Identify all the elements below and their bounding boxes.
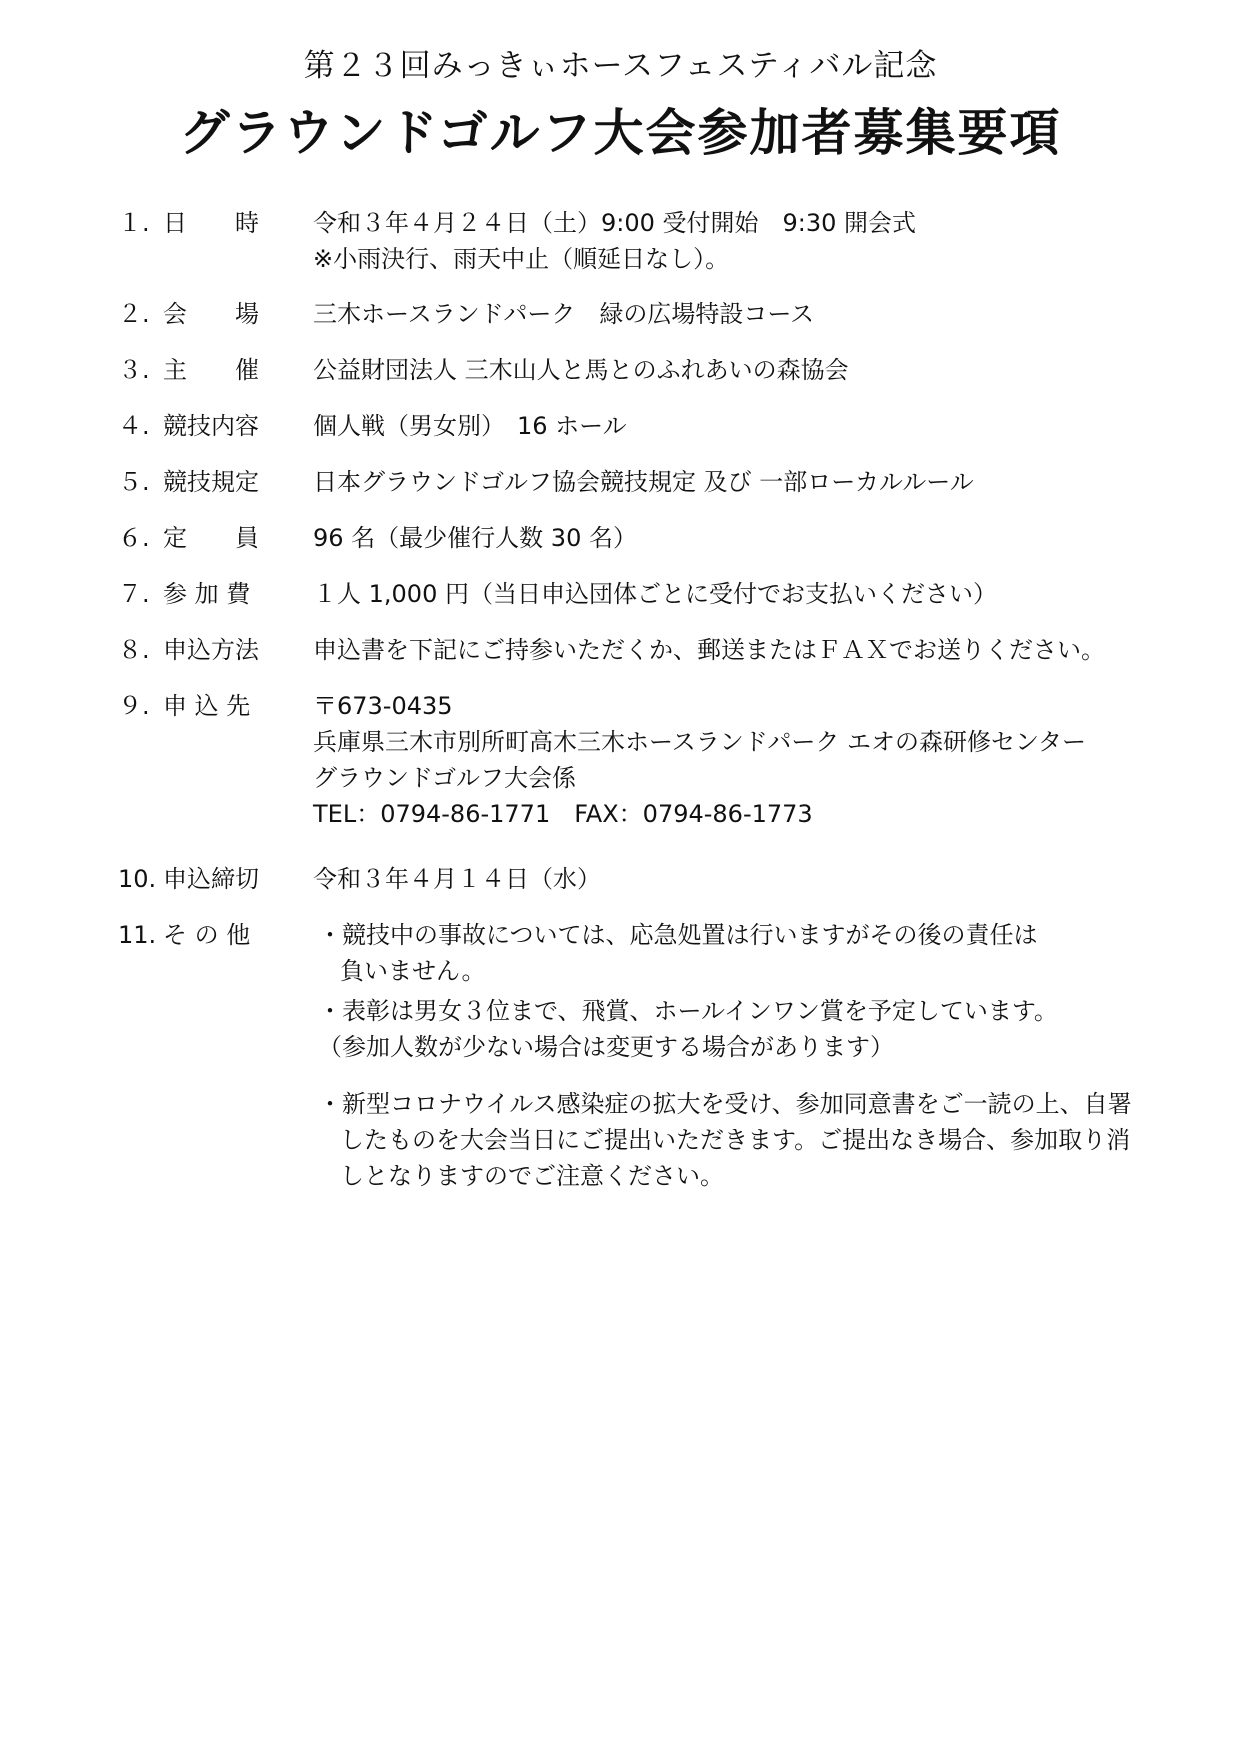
note-covid xyxy=(318,1086,1178,1194)
value-line: 日本グラウンドゴルフ協会競技規定 及び 一部ローカルルール xyxy=(313,468,974,496)
item-number: ４. xyxy=(118,412,150,440)
item-number: １. xyxy=(118,209,150,237)
item-number: ３. xyxy=(118,356,150,384)
note-line: したものを大会当日にご提出いただきます。ご提出なき場合、参加取り消 xyxy=(340,1126,1131,1154)
postal-code: 〒673-0435 xyxy=(313,692,453,720)
item-label: 主 催 xyxy=(163,356,259,384)
item-value xyxy=(313,464,1173,500)
item-value xyxy=(313,408,1173,444)
contact-numbers: TEL：0794-86-1771 FAX：0794-86-1773 xyxy=(313,800,813,828)
item-number: ６. xyxy=(118,524,150,552)
value-line: １人 1,000 円（当日申込団体ごとに受付でお支払いください） xyxy=(313,580,997,608)
note-accident xyxy=(318,917,1178,989)
item-label: 会 場 xyxy=(163,300,259,328)
item-number: ５. xyxy=(118,468,150,496)
item-label: 申 込 先 xyxy=(163,692,251,720)
event-subtitle: 第２３回みっきぃホースフェスティバル記念 xyxy=(303,48,938,84)
item-number: ８. xyxy=(118,636,150,664)
value-line: 公益財団法人 三木山人と馬とのふれあいの森協会 xyxy=(313,356,849,384)
item-number: 10. xyxy=(118,865,157,893)
value-line: 申込書を下記にご持参いただくか、郵送またはＦＡＸでお送りください。 xyxy=(313,636,1105,664)
value-line: ※小雨決行、雨天中止（順延日なし）。 xyxy=(313,245,730,273)
note-line: しとなりますのでご注意ください。 xyxy=(340,1162,724,1190)
item-label: そ の 他 xyxy=(163,921,251,949)
value-line: 三木ホースランドパーク 緑の広場特設コース xyxy=(313,300,815,328)
item-number: 11. xyxy=(118,921,157,949)
item-label: 日 時 xyxy=(163,209,259,237)
item-number: ９. xyxy=(118,692,150,720)
note-line: ・新型コロナウイルス感染症の拡大を受け、参加同意書をご一読の上、自署 xyxy=(318,1090,1132,1118)
note-line: 負いません。 xyxy=(340,957,486,985)
page-title: グラウンドゴルフ大会参加者募集要項 xyxy=(179,104,1062,162)
item-label: 定 員 xyxy=(163,524,259,552)
value-line: 96 名（最少催行人数 30 名） xyxy=(313,524,637,552)
item-value xyxy=(313,688,1173,832)
item-value xyxy=(313,576,1173,612)
note-line: ・競技中の事故については、応急処置は行いますがその後の責任は xyxy=(318,921,1038,949)
item-label: 申込方法 xyxy=(163,636,259,664)
note-line: （参加人数が少ない場合は変更する場合があります） xyxy=(318,1033,894,1061)
item-value xyxy=(313,296,1173,332)
item-number: ２. xyxy=(118,300,150,328)
item-value xyxy=(313,520,1173,556)
item-value xyxy=(313,205,1173,277)
item-value xyxy=(313,352,1173,388)
item-label: 申込締切 xyxy=(163,865,259,893)
item-number: ７. xyxy=(118,580,150,608)
item-value xyxy=(313,632,1173,668)
address-department: グラウンドゴルフ大会係 xyxy=(313,764,577,792)
note-line: ・表彰は男女３位まで、飛賞、ホールインワン賞を予定しています。 xyxy=(318,997,1058,1025)
item-label: 競技内容 xyxy=(163,412,259,440)
item-label: 競技規定 xyxy=(163,468,259,496)
item-label: 参 加 費 xyxy=(163,580,251,608)
value-line: 令和３年４月２４日（土）9:00 受付開始 9:30 開会式 xyxy=(313,209,917,237)
item-value xyxy=(313,861,1173,897)
address-line: 兵庫県三木市別所町高木三木ホースランドパーク エオの森研修センター xyxy=(313,728,1086,756)
value-line: 令和３年４月１４日（水） xyxy=(313,865,601,893)
value-line: 個人戦（男女別） 16 ホール xyxy=(313,412,627,440)
note-awards xyxy=(318,993,1178,1065)
